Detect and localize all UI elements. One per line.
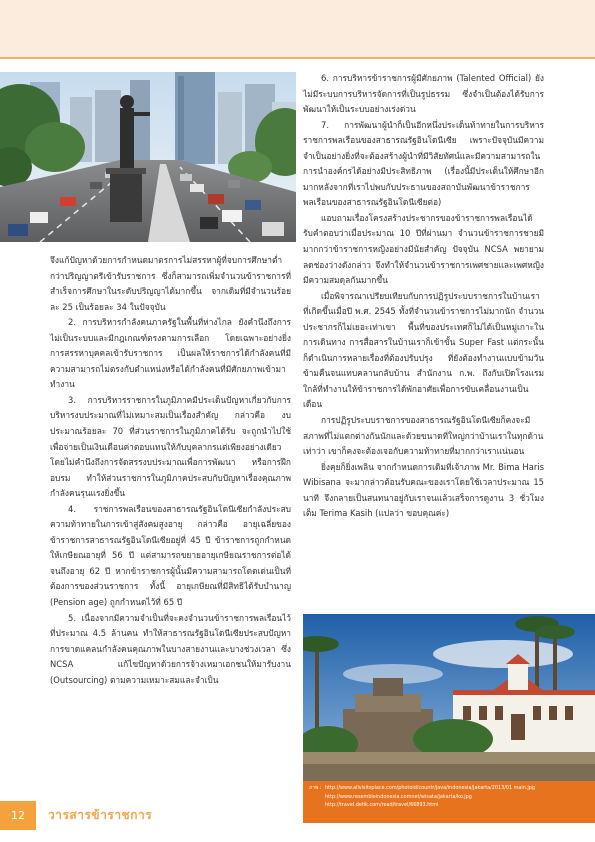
colonial-building-photo (303, 614, 595, 781)
paragraph-item-2: 2. การบริหารกำลังคนภาครัฐในพื้นที่ห่างไกล ยังคำนึงถึงการไม่เป็นระบบและมีกฎเกณฑ์ตรงตามการเลือก โดยเฉพาะอย่างยิ่งการสรรหาบุคคลเข้ารับราชการ เป็นผลให้ราชการได้กำลังคนที่มีความสามารถไม่ตรงกับตำแหน่งหรือได้กำลังคนที่มีศักยภาพเข้ามาทำงาน (50, 317, 291, 390)
paragraph-item-3: 3. การบริหารราชการในภูมิภาคมีประเด็นปัญหาเกี่ยวกับการบริหารงบประมาณที่ไม่เหมาะสมเป็นเรื่องสำคัญ กล่าวคือ งบประมาณร้อยละ 70 ที่ส่วนราชการในภูมิภาคได้รับ จะถูกนำไปใช้เพื่อจ่ายเป็นเงินเดือนค่าตอบแทนให้กับบุคลากรแต่เพียงอย่างเดียว โดยไม่คำนึงถึงการจัดสรรงบประมาณเพื่อการพัฒนา หรือการฝึกอบรม ทำให้ส่วนราชการในภูมิภาคประสบกับปัญหาเรื่องคุณภาพกำลังคนรุนแรงยิ่งขึ้น (50, 394, 291, 499)
page-footer (0, 801, 300, 830)
paragraph-intro: จึงแก้ปัญหาด้วยการกำหนดมาตรการไม่สรรหาผู้ที่จบการศึกษาต่ำกว่าปริญญาตรีเข้ารับราชการ ซึ่งก็สามารถเพิ่มจำนวนข้าราชการที่สำเร็จการศึกษาในระดับปริญญาได้มากขึ้น จากเดิมที่มีจำนวนร้อยละ 25 เป็นร้อยละ 34 ในปัจจุบัน (50, 255, 291, 312)
credit-label: ภาพ : (309, 785, 322, 791)
header-band (0, 0, 595, 57)
paragraph-item-5: 5. เนื่องจากมีความจำเป็นที่จะคงจำนวนข้าราชการพลเรือนไว้ที่ประมาณ 4.5 ล้านคน ทำให้สาธารณรัฐอินโดนีเซียประสบปัญหาการขาดแคลนกำลังคนคุณภาพในบางสายงานและบางช่วงเวลา ซึ่ง NCSA แก้ไขปัญหาด้วยการจ้างเหมาเอกชนให้มารับงาน (Outsourcing) ตามความเหมาะสมและจำเป็น (50, 612, 291, 685)
left-text-column (50, 253, 291, 688)
paragraph-gender: แอบถามเรื่องโครงสร้างประชากรของข้าราชการพลเรือนได้รับคำตอบว่าเมื่อประมาณ 10 ปีที่ผ่านมา จำนวนข้าราชการชายมีมากกว่าข้าราชการหญิงอย่างมีนัยสำคัญ ปัจจุบัน NCSA พยายามลดช่องว่างดังกล่าว จึงทำให้จำนวนข้าราชการเพศชายและเพศหญิงมีความสมดุลกันมากขึ้น (303, 212, 544, 286)
credit-url[interactable]: http://travel.detik.com/read/travel/66893.html (325, 802, 439, 808)
credit-url[interactable]: http://www.allvisitsplace.com/photoid/countr/java/indonesia/Jakarta/2013/01 main.jpg (325, 785, 535, 791)
header-rule (0, 57, 595, 59)
paragraph-item-7: 7. การพัฒนาผู้นำก็เป็นอีกหนึ่งประเด็นท้าทายในการบริหารราชการพลเรือนของสาธารณรัฐอินโดนีเซีย เพราะปัจจุบันมีความจำเป็นอย่างยิ่งที่จะต้องสร้างผู้นำที่มีวิสัยทัศน์และมีความสามารถในการนำองค์กรได้อย่างมีประสิทธิภาพ (เรื่องนี้มีประเด็นให้ศึกษาอีกมากหลังจากที่เราไปพบกับประธานของสถาบันพัฒนาข้าราชการพลเรือนของสาธารณรัฐอินโดนีเซียต่อ) (303, 119, 544, 208)
photo-credits (303, 781, 595, 823)
right-text-column (303, 71, 544, 522)
credit-url[interactable]: http://www.resembleindonesia.comnet/wisata/jakarta/ko.jpg (325, 793, 472, 800)
paragraph-item-6: 6. การบริหารข้าราชการผู้มีศักยภาพ (Talented Official) ยังไม่มีระบบการบริหารจัดการที่เป็นรูปธรรม ซึ่งจำเป็นต้องได้รับการพัฒนาให้เป็นระบบอย่างเร่งด่วน (303, 73, 544, 115)
page-number: 12 (0, 801, 36, 830)
paragraph-reform: การปฏิรูประบบราชการของสาธารณรัฐอินโดนีเซียก็คงจะมีสภาพที่ไม่แตกต่างกันนักและด้วยขนาดที่ใหญ่กว่าบ้านเราในทุกด้านเท่าว่า เขาก็คงจะต้องเจอกับความท้าทายที่มากกว่าเราแน่นอน (303, 415, 544, 457)
paragraph-closing: ยิ่งคุยก็ยิ่งเพลิน จากกำหนดการเดิมที่เจ้าภาพ Mr. Bima Haris Wibisana จะมากล่าวต้อนรับคณะของเราโดยใช้เวลาประมาณ 15 นาที จึงกลายเป็นสนทนาอยู่กับเราจนแล้วเสร็จการดูงาน 3 ชั่วโมงเต็ม Terima Kasih (แปลว่า ขอบคุณค่ะ) (303, 461, 544, 519)
jakarta-street-photo (0, 72, 296, 242)
magazine-title: วารสารข้าราชการ (48, 808, 153, 822)
paragraph-item-4: 4. ราชการพลเรือนของสาธารณรัฐอินโดนีเซียกำลังประสบความท้าทายในการเข้าสู่สังคมสูงอายุ กล่าวคือ อายุเฉลี่ยของข้าราชการสาธารณรัฐอินโดนีเซียอยู่ที่ 45 ปี ข้าราชการถูกกำหนดให้เกษียณอายุที่ 56 ปี แต่สามารถขยายอายุเกษียณราชการต่อได้จนถึงอายุ 62 ปี หากข้าราชการผู้นั้นมีความสามารถโดดเด่นเป็นที่ต้องการของส่วนราชการ ทั้งนี้ อายุเกษียณที่มีสิทธิได้รับบำนาญ (Pension age) ถูกกำหนดไว้ที่ 65 ปี (50, 503, 291, 608)
paragraph-comparison: เมื่อพิจารณาเปรียบเทียบกับการปฏิรูประบบราชการในบ้านเราที่เกิดขึ้นเมื่อปี พ.ศ. 2545 ทั้งที่จำนวนข้าราชการไม่มากนัก จำนวนประชากรก็ไม่เยอะเท่าเขา พื้นที่ของประเทศก็ไม่ได้เป็นหมู่เกาะในการเดินทาง การสื่อสารในบ้านเราก็เข้าขั้น Super Fast แต่กระนั้นก็ดำเนินการหลายเรื่องที่ต้องปรับปรุง ที่ยังต้องทำงานแบบข้ามวันข้ามคืนจนแทบคลานกลับบ้าน สำนักงาน ก.พ. ถึงกับเปิดโรงแรมใกล้ที่ทำงานให้ข้าราชการได้พักอาศัยเพื่อการขับเคลื่อนงานเป็นเดือน (303, 290, 544, 410)
